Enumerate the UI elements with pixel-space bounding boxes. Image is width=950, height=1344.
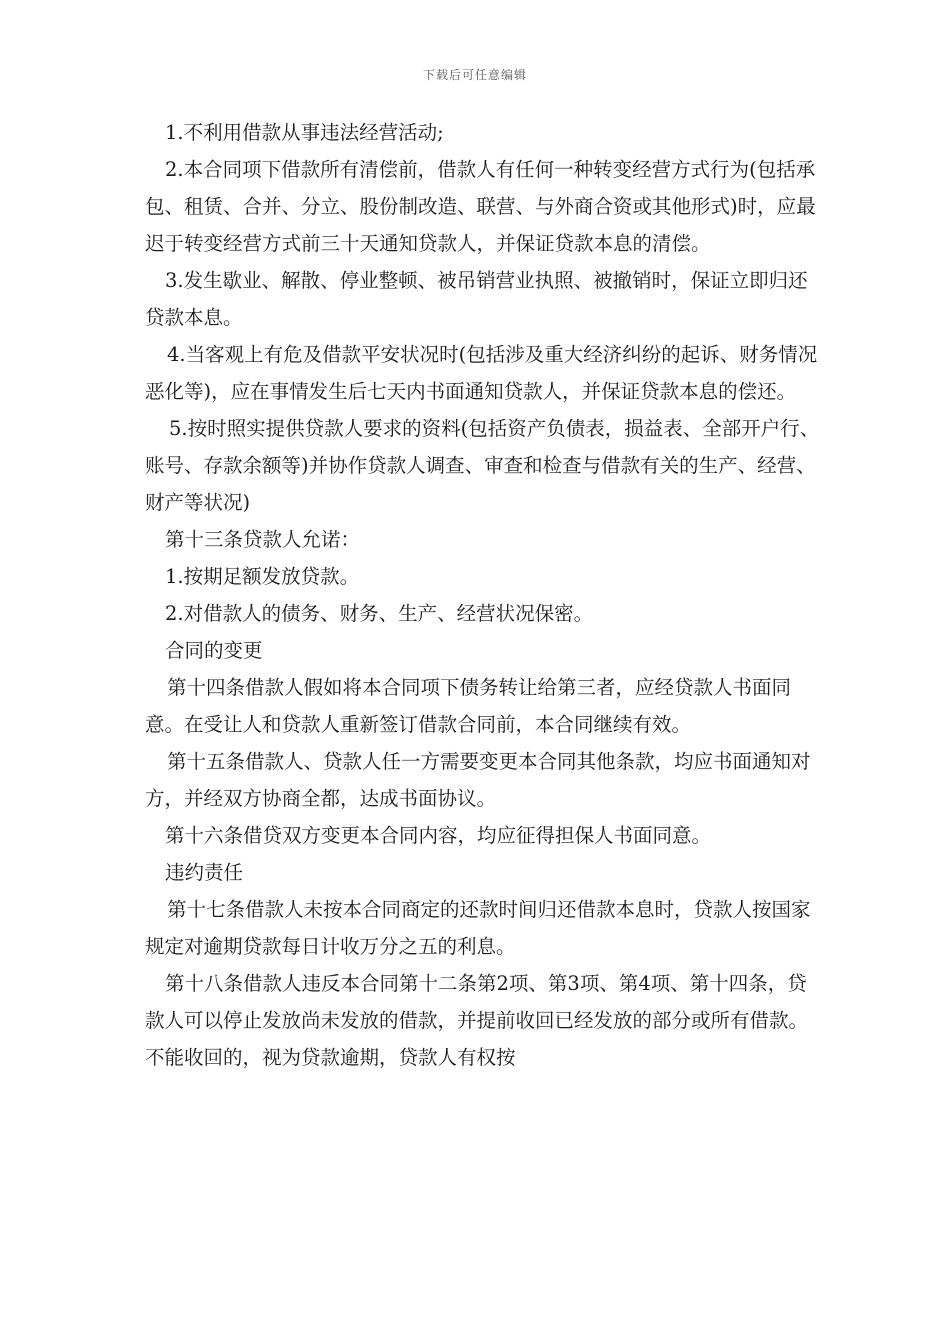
paragraph-item-2: 2.本合同项下借款所有清偿前，借款人有任何一种转变经营方式行为(包括承包、租赁、合并、分立、股份制改造、联营、与外商合资或其他形式)时，应最迟于转变经营方式前三十天通知贷款人，并保证贷款本息的清偿。 xyxy=(145,158,816,255)
paragraph-item-5: 5.按时照实提供贷款人要求的资料(包括资产负债表，损益表、全部开户行、账号、存款余额等)并协作贷款人调查、审查和检查与借款有关的生产、经营、财产等状况) xyxy=(145,417,820,514)
paragraph-item-1: 1.不利用借款从事违法经营活动; xyxy=(165,121,444,144)
page-header: 下载后可任意编辑 xyxy=(422,68,527,82)
article-18: 第十八条借款人违反本合同第十二条第2项、第3项、第4项、第十四条，贷款人可以停止发放尚未发放的借款，并提前收回已经发放的部分或所有借款。不能收回的，视为贷款逾期，贷款人有权按 xyxy=(145,972,809,1069)
article-15: 第十五条借款人、贷款人任一方需要变更本合同其他条款，均应书面通知对方，并经双方协商全都，达成书面协议。 xyxy=(145,750,811,810)
article-13-heading: 第十三条贷款人允诺： xyxy=(165,528,361,551)
article-17: 第十七条借款人未按本合同商定的还款时间归还借款本息时，贷款人按国家规定对逾期贷款每日计收万分之五的利息。 xyxy=(145,898,811,958)
paragraph-item-3: 3.发生歇业、解散、停业整顿、被吊销营业执照、被撤销时，保证立即归还贷款本息。 xyxy=(145,269,808,329)
article-16: 第十六条借贷双方变更本合同内容，均应征得担保人书面同意。 xyxy=(165,824,712,847)
paragraph-item-6: 1.按期足额发放贷款。 xyxy=(165,565,360,588)
section-heading-liability: 违约责任 xyxy=(165,861,244,884)
document-body xyxy=(145,114,825,1076)
paragraph-item-7: 2.对借款人的债务、财务、生产、经营状况保密。 xyxy=(165,602,594,625)
article-14: 第十四条借款人假如将本合同项下债务转让给第三者，应经贷款人书面同意。在受让人和贷款人重新签订借款合同前，本合同继续有效。 xyxy=(145,676,792,736)
paragraph-item-4: 4.当客观上有危及借款平安状况时(包括涉及重大经济纠纷的起诉、财务情况恶化等)，应在事情发生后七天内书面通知贷款人，并保证贷款本息的偿还。 xyxy=(145,343,818,403)
section-heading-contract-change: 合同的变更 xyxy=(165,639,263,662)
